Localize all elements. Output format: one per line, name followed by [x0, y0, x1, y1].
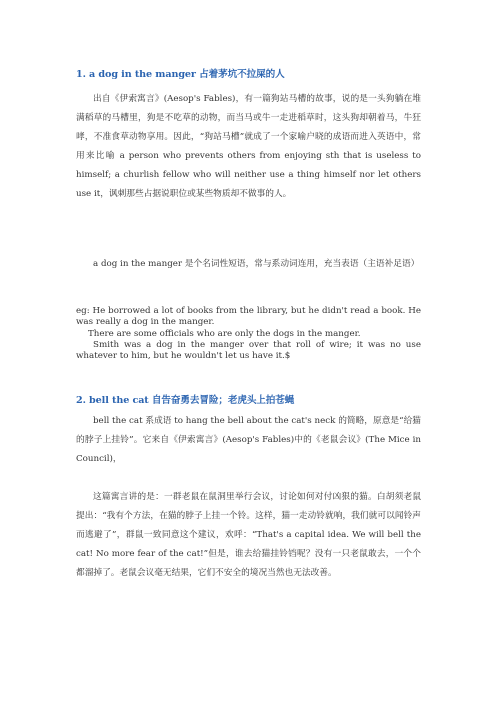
section-1-title: 1. a dog in the manger 占着茅坑不拉屎的人 [76, 69, 285, 80]
section-1-example-3: Smith was a dog in the manger over that roll of wire; it was no use whatever to him, but he wouldn't let us have it.$ [76, 340, 421, 361]
section-1-example-2: There are some officials who are only the dogs in the manger. [88, 329, 361, 339]
section-1-paragraph-1: 出自《伊索寓言》(Aesop's Fables)，有一篇狗站马槽的故事，说的是一头狗躺在堆满稻草的马槽里，狗是不吃草的动物，而当马或牛一走进稻草时，这头狗却朝着马，牛狂哮，不准食草动物享用。因此，“狗站马槽”就成了一个家喻户晓的成语而进入英语中，常用来比喻 a person who prevents others from enjoying sth that is useless to himself; a churlish fellow who will neither use a thing himself nor let others use it，讽刺那些占据说职位或某些物质却不做事的人。 [76, 94, 421, 199]
section-2-title: 2. bell the cat 自告奋勇去冒险；老虎头上拍苍蝇 [76, 395, 295, 406]
section-1-example-1: eg: He borrowed a lot of books from the library, but he didn't read a book. He was really a dog in the manger. [76, 306, 421, 327]
section-1-paragraph-2: a dog in the manger 是个名词性短语，常与系动词连用，充当表语（主语补足语） [93, 259, 420, 269]
section-2-paragraph-1: bell the cat 系成语 to hang the bell about the cat's neck 的简略，原意是“给猫的脖子上挂铃”。它来自《伊索寓言》(Aesop's Fables)中的《老鼠会议》(The Mice in Council)， [76, 416, 421, 464]
section-2-paragraph-2: 这篇寓言讲的是：一群老鼠在鼠洞里举行会议，讨论如何对付凶狠的猫。白胡须老鼠提出：“我有个方法，在猫的脖子上挂一个铃。这样，猫一走动铃就响，我们就可以闻铃声而逃避了”，群鼠一致同意这个建议，欢呼：“That's a capital idea. We will bell the cat! No more fear of the cat!”但是，谁去给猫挂铃铛呢？没有一只老鼠敢去，一个个都溜掉了。老鼠会议毫无结果，它们不安全的境况当然也无法改善。 [76, 492, 421, 578]
